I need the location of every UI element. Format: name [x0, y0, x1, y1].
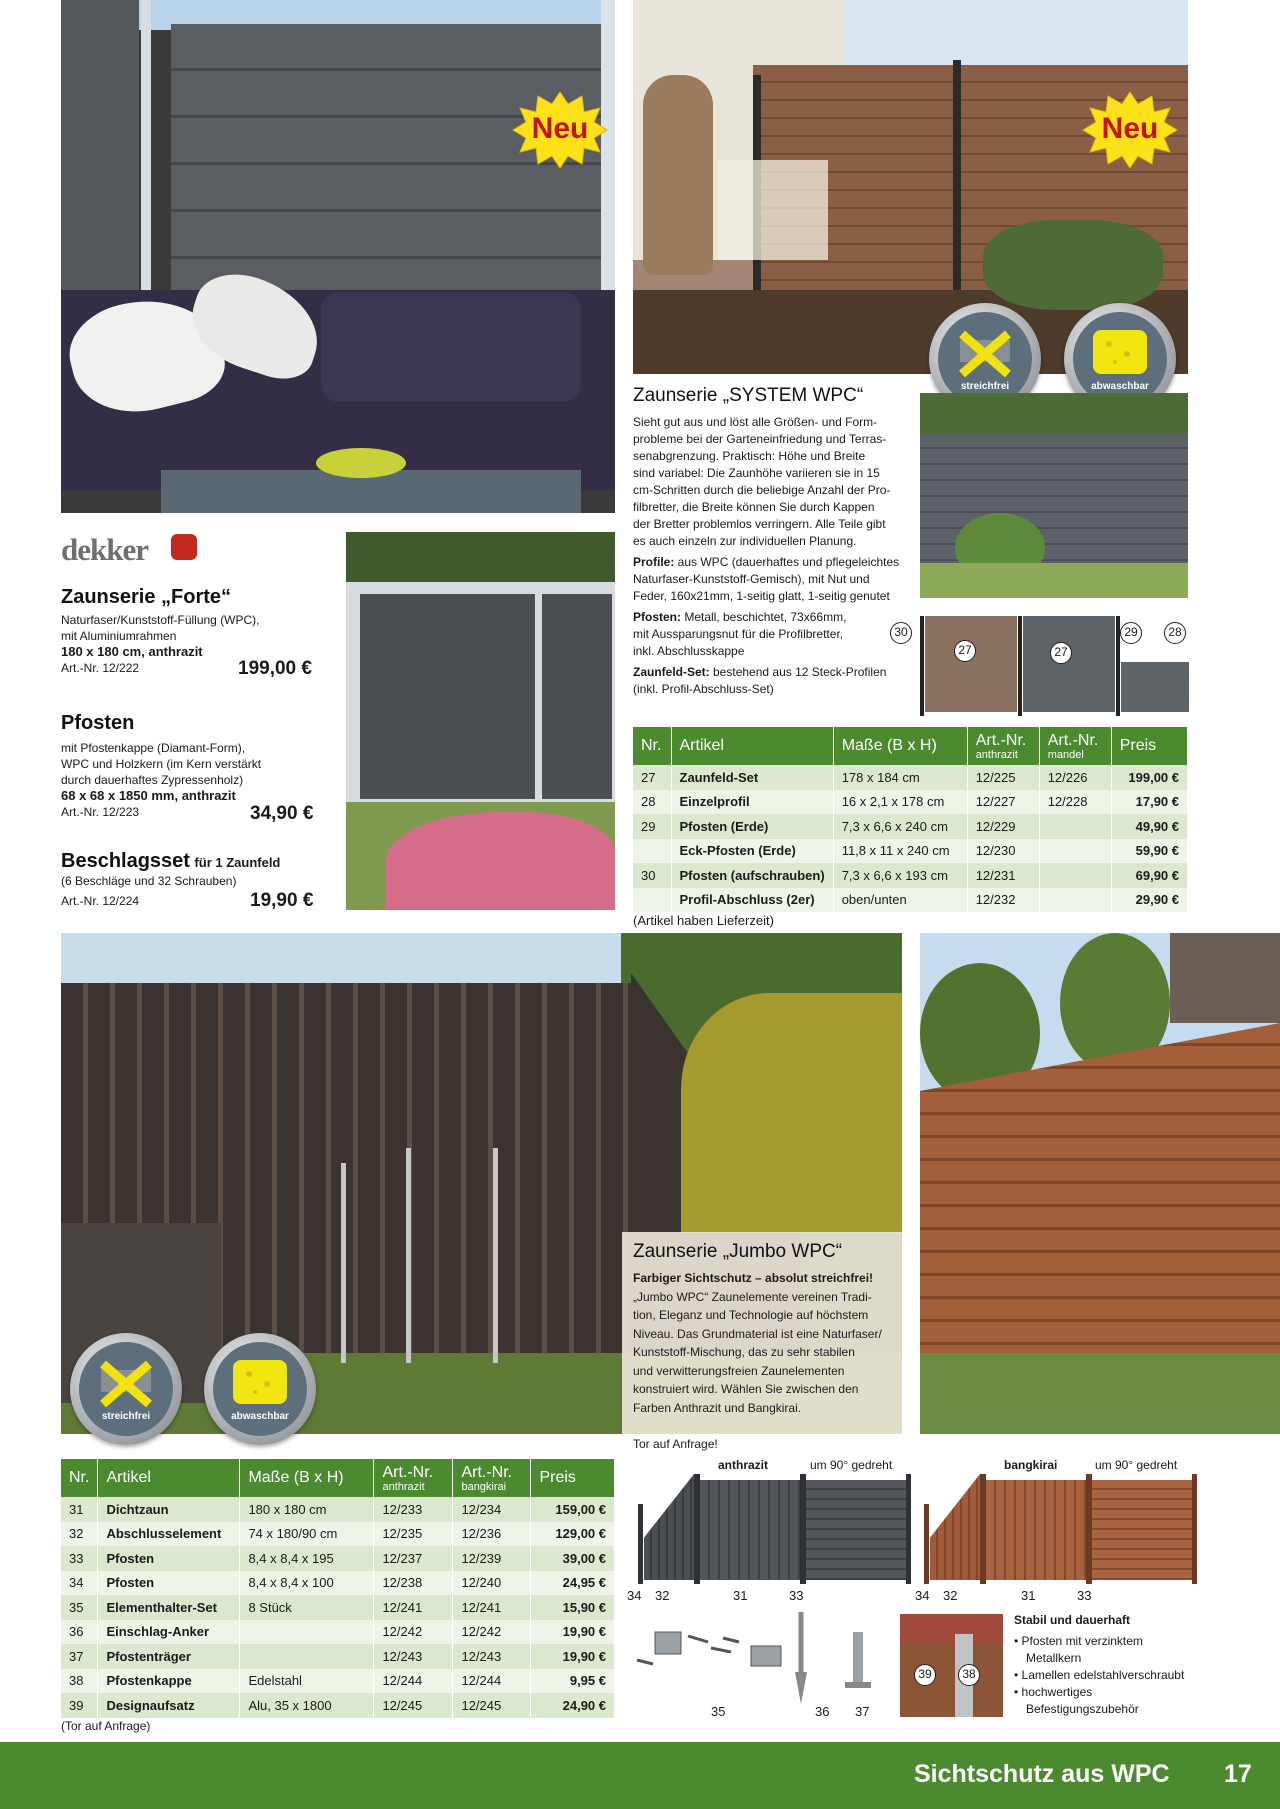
streichfrei-seal [70, 1333, 182, 1445]
beschlag-price: 19,90 € [250, 890, 314, 911]
col-nr: Nr. [633, 727, 671, 765]
table-row [633, 888, 1188, 913]
beschlag-title-main: Beschlagsset [61, 850, 190, 872]
col-preis: Preis [1111, 727, 1187, 765]
cell-preis: 9,95 € [531, 1669, 615, 1694]
diagram-callout: 29 [1120, 622, 1142, 644]
cell-masse: 8,4 x 8,4 x 195 [240, 1546, 374, 1571]
table-row [633, 814, 1188, 839]
abwaschbar-label: abwaschbar [1091, 381, 1149, 392]
accessory-label: 37 [855, 1704, 870, 1719]
cell-art2 [1039, 888, 1111, 913]
cell-nr: 33 [61, 1546, 98, 1571]
trees [920, 393, 1188, 433]
system-intro-line: sind variabel: Die Zaunhöhe variieren sie in 15 [633, 466, 880, 480]
cell-nr: 31 [61, 1497, 98, 1522]
label-rotated: um 90° gedreht [1095, 1458, 1178, 1472]
cell-art1: 12/238 [374, 1571, 453, 1596]
logo-text: dekker [61, 532, 148, 567]
cell-art1: 12/233 [374, 1497, 453, 1522]
label-anthrazit: anthrazit [718, 1458, 769, 1472]
system-profile-line: Feder, 160x21mm, 1-seitig glatt, 1-seitig genutet [633, 589, 890, 603]
cell-masse [240, 1620, 374, 1645]
beschlag-title [61, 850, 280, 873]
col-preis: Preis [531, 1459, 615, 1497]
feature-line: • Pfosten mit verzinktem [1014, 1634, 1143, 1648]
jumbo-line: Niveau. Das Grundmaterial ist eine Naturfaser/ [633, 1326, 882, 1341]
post [920, 616, 924, 716]
table-row [633, 790, 1188, 815]
pfosten-desc-line: WPC und Holzkern (im Kern verstärkt [61, 757, 262, 771]
cell-masse: 8,4 x 8,4 x 100 [240, 1571, 374, 1596]
pfosten-label: Pfosten: [633, 610, 681, 624]
cell-art1: 12/237 [374, 1546, 453, 1571]
cell-preis: 39,00 € [531, 1546, 615, 1571]
streichfrei-label: streichfrei [960, 381, 1010, 392]
table-row [633, 765, 1188, 790]
cell-masse: 7,3 x 6,6 x 240 cm [833, 814, 967, 839]
forte-lounge-photo [61, 0, 615, 513]
cell-masse [240, 1644, 374, 1669]
table-row [61, 1669, 615, 1694]
pfosten-title: Pfosten [61, 712, 135, 734]
cell-preis: 69,90 € [1111, 863, 1187, 888]
system-intro-line: probleme bei der Garteneinfriedung und Terras- [633, 432, 887, 446]
jumbo-table-note: (Tor auf Anfrage) [61, 1719, 151, 1733]
flower-bed [386, 812, 615, 910]
cell-art1: 12/242 [374, 1620, 453, 1645]
cell-art2: 12/242 [453, 1620, 531, 1645]
diagram-callout: 28 [1164, 622, 1186, 644]
cell-artikel: Zaunfeld-Set [671, 765, 833, 790]
diagram-callout: 27 [1050, 642, 1072, 664]
cell-preis: 159,00 € [531, 1497, 615, 1522]
diagram-label: 34 [627, 1588, 642, 1603]
photo-callout: 39 [914, 1664, 936, 1686]
cell-nr: 28 [633, 790, 671, 815]
cell-nr: 29 [633, 814, 671, 839]
pfosten-text: Metall, beschichtet, 73x66mm, [681, 610, 847, 624]
seal-inner [1073, 312, 1167, 406]
cell-masse: 180 x 180 cm [240, 1497, 374, 1522]
cell-masse: 7,3 x 6,6 x 193 cm [833, 863, 967, 888]
cell-art1: 12/230 [967, 839, 1039, 864]
forte-price: 199,00 € [238, 658, 312, 679]
cell-nr: 35 [61, 1595, 98, 1620]
cell-artikel: Einzelprofil [671, 790, 833, 815]
system-intro-line: cm-Schritten durch die beliebige Anzahl der Pro- [633, 483, 891, 497]
cell-nr: 27 [633, 765, 671, 790]
shrubs [920, 1353, 1280, 1434]
system-pfosten-line: mit Aussparungsnut für die Profilbretter, [633, 627, 844, 641]
fittings-icon [633, 1612, 883, 1712]
panel-vertical [700, 1480, 800, 1580]
cell-art2: 12/244 [453, 1669, 531, 1694]
cell-artikel: Pfostenträger [98, 1644, 240, 1669]
diagram-callout: 30 [890, 622, 912, 644]
panel-vertical [986, 1480, 1086, 1580]
fence-panel-left [61, 0, 139, 300]
col-artikel: Artikel [671, 727, 833, 765]
cell-art2 [1039, 863, 1111, 888]
cell-artikel: Elementhalter-Set [98, 1595, 240, 1620]
col-masse: Maße (B x H) [833, 727, 967, 765]
yellow-flowers [681, 993, 902, 1233]
cell-artikel: Pfosten (aufschrauben) [671, 863, 833, 888]
cell-nr: 37 [61, 1644, 98, 1669]
cell-nr: 32 [61, 1522, 98, 1547]
cell-art1: 12/229 [967, 814, 1039, 839]
cell-artikel: Designaufsatz [98, 1693, 240, 1718]
cell-masse: Alu, 35 x 1800 [240, 1693, 374, 1718]
system-profile-line [633, 554, 918, 571]
diagram-label: 31 [1021, 1588, 1036, 1603]
features-box [1014, 1612, 1214, 1718]
grapes [316, 448, 406, 478]
fence-frame [141, 0, 151, 330]
system-intro [633, 414, 918, 698]
cell-artikel: Dichtzaun [98, 1497, 240, 1522]
cell-preis: 59,90 € [1111, 839, 1187, 864]
abwaschbar-seal [204, 1333, 316, 1445]
cell-masse: 11,8 x 11 x 240 cm [833, 839, 967, 864]
pfosten-art-nr: Art.-Nr. 12/223 [61, 805, 140, 819]
system-intro-line: filbretter, die Breite können Sie durch Kappen [633, 500, 875, 514]
cell-preis: 29,90 € [1111, 888, 1187, 913]
diagram-label: 34 [915, 1588, 930, 1603]
cell-nr: 36 [61, 1620, 98, 1645]
diagram-label: 32 [943, 1588, 958, 1603]
cell-artikel: Pfostenkappe [98, 1669, 240, 1694]
post-cap-photo [900, 1614, 1003, 1717]
cell-artikel: Pfosten [98, 1546, 240, 1571]
house [1170, 933, 1280, 1023]
cell-preis: 24,90 € [531, 1693, 615, 1718]
diagram-callout: 27 [954, 640, 976, 662]
cell-artikel: Einschlag-Anker [98, 1620, 240, 1645]
cell-art2: 12/236 [453, 1522, 531, 1547]
post [1018, 616, 1022, 716]
cell-masse: 178 x 184 cm [833, 765, 967, 790]
col-art1-sub: anthrazit [975, 748, 1018, 761]
cell-art2: 12/241 [453, 1595, 531, 1620]
post [924, 1504, 929, 1584]
pfosten-price: 34,90 € [250, 803, 314, 824]
cell-art2: 12/239 [453, 1546, 531, 1571]
streichfrei-label: streichfrei [101, 1411, 151, 1422]
cell-art2: 12/228 [1039, 790, 1111, 815]
cell-preis: 49,90 € [1111, 814, 1187, 839]
system-pfosten-line: inkl. Abschlusskappe [633, 644, 745, 658]
abwaschbar-label: abwaschbar [231, 1411, 289, 1422]
cell-art2: 12/243 [453, 1644, 531, 1669]
table-row [633, 839, 1188, 864]
jumbo-line: und verwitterungsfreien Zaunelementen [633, 1363, 845, 1378]
end-element [644, 1474, 694, 1580]
label-rotated: um 90° gedreht [810, 1458, 893, 1472]
cell-nr: 38 [61, 1669, 98, 1694]
jumbo-price-table [61, 1459, 615, 1718]
post [638, 1504, 643, 1584]
system-intro-line: der Bretter problemlos verringern. Alle Teile gibt [633, 517, 886, 531]
jumbo-line: „Jumbo WPC“ Zaunelemente vereinen Tradi- [633, 1289, 872, 1304]
cell-art2: 12/245 [453, 1693, 531, 1718]
lawn [920, 563, 1188, 598]
cell-artikel: Abschlusselement [98, 1522, 240, 1547]
seal-inner [79, 1342, 173, 1436]
diagram-label: 33 [1077, 1588, 1092, 1603]
page-number: 17 [1224, 1760, 1252, 1788]
table-row [61, 1693, 615, 1718]
candles [718, 160, 828, 260]
fence-panel [360, 594, 535, 799]
accessories-illustration [633, 1612, 883, 1719]
post [1192, 1474, 1197, 1584]
woman [643, 75, 713, 275]
profile-label: Profile: [633, 555, 675, 569]
cell-preis: 129,00 € [531, 1522, 615, 1547]
cell-art1: 12/243 [374, 1644, 453, 1669]
features-title: Stabil und dauerhaft [1014, 1613, 1131, 1627]
cell-art1: 12/235 [374, 1522, 453, 1547]
jumbo-lead: Farbiger Sichtschutz – absolut streichfrei! [633, 1271, 874, 1285]
post [953, 60, 961, 295]
label-bangkirai: bangkirai [1004, 1458, 1058, 1472]
panel-horizontal [806, 1480, 906, 1580]
forte-garden-photo [346, 532, 615, 910]
forte-dims: 180 x 180 cm, anthrazit [61, 644, 203, 659]
jumbo-description [633, 1269, 898, 1417]
fence-panel [542, 594, 612, 799]
feature-line: Befestigungszubehör [1026, 1702, 1139, 1716]
feature-line: • Lamellen edelstahlverschraubt [1014, 1668, 1185, 1682]
accessory-label: 35 [711, 1704, 726, 1719]
photo-callout: 38 [958, 1664, 980, 1686]
col-art1-sub: anthrazit [382, 1480, 425, 1493]
beschlag-art-nr: Art.-Nr. 12/224 [61, 894, 140, 908]
jumbo-line: tion, Eleganz und Technologie auf höchstem [633, 1308, 869, 1322]
panel-mandel [925, 616, 1017, 712]
cell-art2 [1039, 814, 1111, 839]
cell-art1: 12/225 [967, 765, 1039, 790]
end-element [930, 1474, 980, 1580]
table-header-row [633, 727, 1188, 765]
cell-preis: 15,90 € [531, 1595, 615, 1620]
diagram-label: 31 [733, 1588, 748, 1603]
panel-anthrazit [1023, 616, 1115, 712]
system-fence-photo [920, 393, 1188, 598]
table-row [61, 1522, 615, 1547]
pfosten-desc-line: mit Pfostenkappe (Diamant-Form), [61, 741, 246, 755]
cell-art1: 12/245 [374, 1693, 453, 1718]
table-row [61, 1595, 615, 1620]
col-nr: Nr. [61, 1459, 98, 1497]
beschlag-title-suffix: für 1 Zaunfeld [194, 855, 281, 870]
system-intro-line: senabgrenzung. Praktisch: Höhe und Breite [633, 449, 866, 463]
cell-nr: 34 [61, 1571, 98, 1596]
forte-title: Zaunserie „Forte“ [61, 586, 232, 608]
jumbo-title: Zaunserie „Jumbo WPC“ [633, 1241, 843, 1262]
cell-art2: 12/240 [453, 1571, 531, 1596]
cell-art1: 12/244 [374, 1669, 453, 1694]
cell-preis: 19,90 € [531, 1644, 615, 1669]
system-note: (Artikel haben Lieferzeit) [633, 913, 774, 928]
col-art1 [967, 727, 1039, 765]
bangkirai-diagram [922, 1474, 1197, 1584]
cell-art1: 12/231 [967, 863, 1039, 888]
anthrazit-diagram [636, 1474, 911, 1584]
system-price-table [633, 727, 1188, 912]
seal-inner [938, 312, 1032, 406]
col-art2-label: Art.-Nr. [1047, 731, 1099, 749]
cell-artikel: Eck-Pfosten (Erde) [671, 839, 833, 864]
bangkirai-photo [920, 933, 1280, 1434]
col-art2-label: Art.-Nr. [461, 1463, 513, 1481]
torch [493, 1148, 498, 1363]
sofa-back [321, 292, 581, 402]
pfosten-desc-line: durch dauerhaftes Zypressenholz) [61, 773, 244, 787]
cell-masse: 8 Stück [240, 1595, 374, 1620]
set-label: Zaunfeld-Set: [633, 665, 710, 679]
diagram-label: 32 [655, 1588, 670, 1603]
forte-desc-line: Naturfaser/Kunststoff-Füllung (WPC), [61, 613, 260, 627]
beschlag-desc: (6 Beschläge und 32 Schrauben) [61, 874, 237, 888]
cell-preis: 17,90 € [1111, 790, 1187, 815]
jumbo-line: Kunststoff-Mischung, das zu sehr stabilen [633, 1345, 855, 1359]
neu-badge [1082, 90, 1178, 170]
cell-nr: 30 [633, 863, 671, 888]
set-text: bestehend aus 12 Steck-Profilen [709, 665, 887, 679]
feature-line: Metallkern [1026, 1651, 1082, 1665]
table-row [61, 1546, 615, 1571]
cell-artikel: Pfosten [98, 1571, 240, 1596]
jumbo-line: Farben Anthrazit und Bangkirai. [633, 1400, 802, 1415]
dekker-logo [61, 532, 201, 568]
table-row [61, 1644, 615, 1669]
cell-art1: 12/232 [967, 888, 1039, 913]
cell-art2: 12/234 [453, 1497, 531, 1522]
system-pfosten-line [633, 609, 918, 626]
cell-preis: 199,00 € [1111, 765, 1187, 790]
system-intro-line: es auch einzeln zur individuellen Planung. [633, 534, 857, 548]
wall [900, 1614, 1003, 1644]
system-profile-line: Naturfaser-Kunststoff-Gemisch), mit Nut und [633, 572, 870, 586]
footer-title: Sichtschutz aus WPC [914, 1760, 1170, 1788]
seal-inner [213, 1342, 307, 1436]
col-art2-sub: bangkirai [461, 1480, 507, 1493]
system-intro-line: Sieht gut aus und löst alle Größen- und Form- [633, 415, 878, 429]
forte-desc-line: mit Aluminiumrahmen [61, 629, 177, 643]
col-art1-label: Art.-Nr. [382, 1463, 434, 1481]
jumbo-line: konstruiert wird. Wählen Sie zwischen den [633, 1382, 859, 1396]
cell-art2 [1039, 839, 1111, 864]
footer-bar [0, 1742, 1280, 1809]
pfosten-dims: 68 x 68 x 1850 mm, anthrazit [61, 788, 236, 803]
plant [983, 220, 1163, 310]
system-set-line [633, 664, 918, 681]
logo-mark-icon [171, 534, 197, 560]
accessory-label: 36 [815, 1704, 830, 1719]
col-masse: Maße (B x H) [240, 1459, 374, 1497]
system-set-line: (inkl. Profil-Abschluss-Set) [633, 682, 774, 696]
table-header-row [61, 1459, 615, 1497]
system-diagram [884, 612, 1188, 716]
col-art1-label: Art.-Nr. [975, 731, 1027, 749]
hedge [346, 532, 615, 582]
feature-line: • hochwertiges [1014, 1685, 1093, 1699]
cell-artikel: Pfosten (Erde) [671, 814, 833, 839]
post [906, 1474, 911, 1584]
system-title: Zaunserie „SYSTEM WPC“ [633, 385, 864, 406]
cell-masse: oben/unten [833, 888, 967, 913]
panel-horizontal [1092, 1480, 1192, 1580]
neu-badge [512, 90, 608, 170]
neu-label: Neu [531, 112, 589, 145]
cell-preis: 24,95 € [531, 1571, 615, 1596]
forte-art-nr: Art.-Nr. 12/222 [61, 661, 140, 675]
panel-low [1121, 662, 1189, 712]
cell-nr [633, 888, 671, 913]
cell-artikel: Profil-Abschluss (2er) [671, 888, 833, 913]
cell-preis: 19,90 € [531, 1620, 615, 1645]
cell-art1: 12/241 [374, 1595, 453, 1620]
table-row [61, 1497, 615, 1522]
bangkirai-numbers [915, 1588, 1205, 1606]
col-art2 [453, 1459, 531, 1497]
cell-nr: 39 [61, 1693, 98, 1718]
profile-text: aus WPC (dauerhaftes und pflegeleichtes [674, 555, 900, 569]
anthrazit-numbers [627, 1588, 917, 1606]
cell-art1: 12/227 [967, 790, 1039, 815]
col-art1 [374, 1459, 453, 1497]
col-artikel: Artikel [98, 1459, 240, 1497]
cell-art2: 12/226 [1039, 765, 1111, 790]
col-art2 [1039, 727, 1111, 765]
gate-note: Tor auf Anfrage! [633, 1437, 718, 1451]
torch [406, 1148, 411, 1363]
diagram-label: 33 [789, 1588, 804, 1603]
table-row [61, 1571, 615, 1596]
cell-nr [633, 839, 671, 864]
table-row [61, 1620, 615, 1645]
col-art2-sub: mandel [1047, 748, 1084, 761]
cell-masse: 16 x 2,1 x 178 cm [833, 790, 967, 815]
torch [341, 1163, 346, 1363]
cell-masse: 74 x 180/90 cm [240, 1522, 374, 1547]
neu-label: Neu [1101, 112, 1159, 145]
table-row [633, 863, 1188, 888]
cell-masse: Edelstahl [240, 1669, 374, 1694]
